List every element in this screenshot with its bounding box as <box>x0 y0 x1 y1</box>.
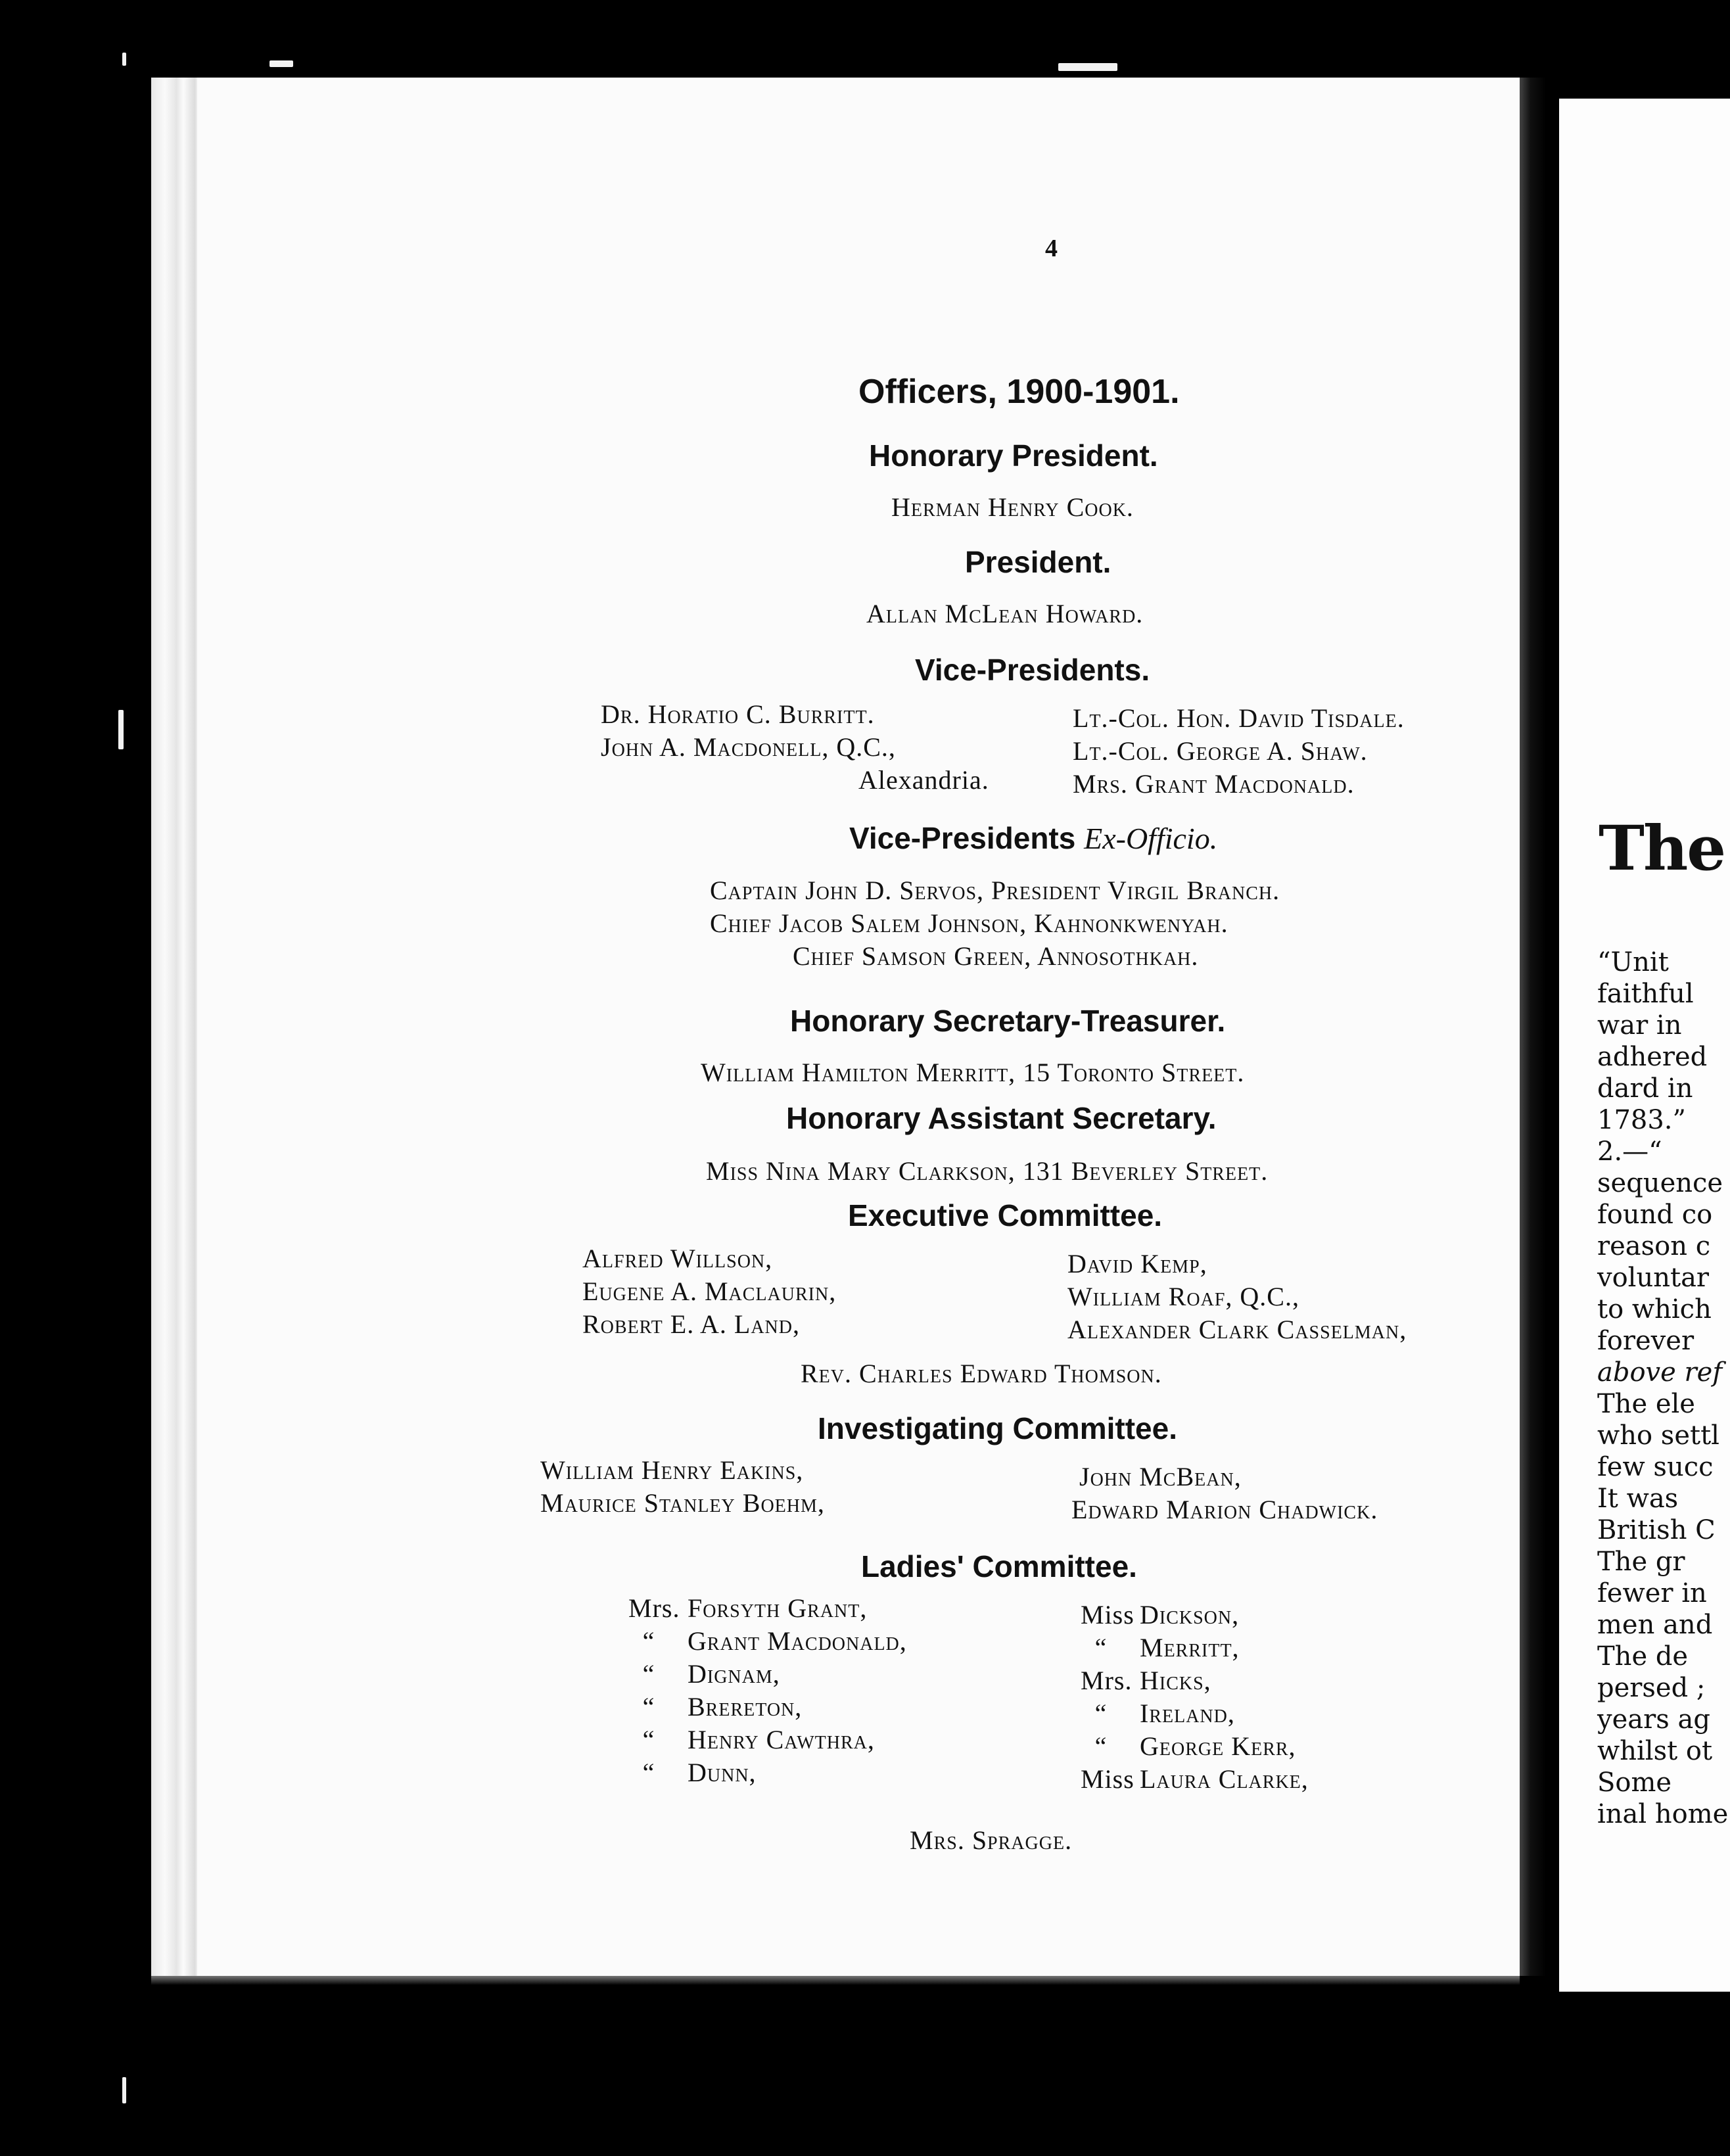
page-number: 4 <box>1045 235 1058 262</box>
committee-member: Alexander Clark Casselman, <box>1067 1315 1407 1344</box>
ex-officio-line: Chief Samson Green, Annosothkah. <box>793 941 1199 971</box>
ex-officio-list <box>710 874 1280 973</box>
vice-president-name: Lt.-Col. George A. Shaw. <box>1073 736 1368 766</box>
member-prefix: Miss <box>1081 1600 1134 1629</box>
facing-page-text-line: faithful <box>1597 979 1694 1009</box>
member-prefix: “ <box>1094 1633 1108 1662</box>
section-heading-honorary-secretary-treasurer: Honorary Secretary-Treasurer. <box>790 1004 1226 1038</box>
ex-officio-line: Chief Jacob Salem Johnson, Kahnonkwenyah. <box>710 908 1228 938</box>
honorary-assistant-secretary-line: Miss Nina Mary Clarkson, 131 Beverley Street. <box>706 1156 1269 1186</box>
member-prefix: “ <box>1094 1699 1108 1728</box>
member-name: Henry Cawthra, <box>688 1725 875 1754</box>
committee-member <box>1081 1763 1309 1796</box>
facing-page-text-line: few succ <box>1597 1452 1714 1482</box>
committee-member <box>1081 1631 1309 1664</box>
page-title: Officers, 1900-1901. <box>858 373 1180 411</box>
facing-page-text-line: 2.—“ <box>1597 1137 1662 1167</box>
investigating-committee-right-column <box>1071 1461 1378 1526</box>
page-edge <box>151 78 197 1976</box>
facing-page-text-line: above ref <box>1597 1357 1723 1388</box>
committee-member: William Roaf, Q.C., <box>1067 1282 1299 1311</box>
facing-page-text-line: forever <box>1597 1326 1695 1356</box>
section-heading-executive-committee: Executive Committee. <box>848 1198 1163 1232</box>
section-heading-honorary-assistant-secretary: Honorary Assistant Secretary. <box>786 1101 1217 1135</box>
facing-page-text-line: dard in <box>1597 1073 1693 1104</box>
facing-page <box>1559 99 1730 1992</box>
committee-member <box>628 1592 907 1625</box>
facing-page-text-line: The ele <box>1597 1389 1695 1419</box>
facing-page-text-line: found co <box>1597 1200 1713 1230</box>
section-heading-vice-presidents-ex-officio <box>849 820 1217 856</box>
member-prefix: “ <box>1094 1731 1108 1761</box>
committee-member: Robert E. A. Land, <box>582 1309 800 1339</box>
heading-italic-text: Ex-Officio. <box>1084 822 1218 855</box>
committee-member: Eugene A. Maclaurin, <box>582 1277 837 1306</box>
committee-member: William Henry Eakins, <box>540 1455 804 1485</box>
facing-page-text-line: who settl <box>1597 1420 1719 1451</box>
facing-page-text-line: reason c <box>1597 1231 1711 1261</box>
vice-president-name: Mrs. Grant Macdonald. <box>1073 769 1355 799</box>
member-name: Dickson, <box>1140 1600 1240 1629</box>
vice-presidents-left-column <box>601 698 989 797</box>
scan-artifact <box>269 60 293 67</box>
ladies-committee-left-column <box>628 1592 907 1789</box>
scan-artifact <box>122 2077 126 2103</box>
scan-artifact <box>118 710 124 749</box>
vice-president-name: Dr. Horatio C. Burritt. <box>601 699 875 729</box>
member-name: Dignam, <box>688 1659 780 1689</box>
scan-artifact <box>122 53 126 66</box>
member-name: Merritt, <box>1140 1633 1240 1662</box>
page-gutter-shadow <box>1520 78 1546 1976</box>
facing-page-text-line: voluntar <box>1597 1263 1710 1293</box>
member-name: George Kerr, <box>1140 1731 1296 1761</box>
member-name: Dunn, <box>688 1758 757 1787</box>
facing-page-text-line: fewer in <box>1597 1578 1707 1608</box>
honorary-secretary-treasurer-line: William Hamilton Merritt, 15 Toronto Street. <box>701 1058 1245 1087</box>
committee-member: Edward Marion Chadwick. <box>1071 1495 1378 1524</box>
committee-member: David Kemp, <box>1067 1249 1207 1278</box>
facing-page-text <box>1597 947 1728 1830</box>
facing-page-text-line: to which <box>1597 1294 1712 1324</box>
facing-page-text-line: war in <box>1597 1010 1682 1041</box>
committee-member: Alfred Willson, <box>582 1244 773 1273</box>
facing-page-text-line: whilst ot <box>1597 1736 1713 1766</box>
member-prefix: Mrs. <box>628 1593 680 1623</box>
vice-president-name: Lt.-Col. Hon. David Tisdale. <box>1073 703 1405 733</box>
scan-artifact <box>1058 63 1117 71</box>
executive-committee-last-member: Rev. Charles Edward Thomson. <box>801 1359 1162 1388</box>
committee-member <box>628 1658 907 1691</box>
committee-member: John McBean, <box>1079 1462 1242 1491</box>
member-prefix: Mrs. <box>1081 1666 1133 1695</box>
facing-page-text-line: men and <box>1597 1610 1713 1640</box>
facing-page-text-line: adhered <box>1597 1042 1708 1072</box>
committee-member: Maurice Stanley Boehm, <box>540 1488 825 1518</box>
facing-page-text-line: It was <box>1597 1484 1679 1514</box>
section-heading-vice-presidents: Vice-Presidents. <box>915 653 1150 687</box>
facing-page-text-line: 1783.” <box>1597 1105 1686 1135</box>
committee-member <box>1081 1599 1309 1631</box>
member-name: Grant Macdonald, <box>688 1626 907 1656</box>
section-heading-honorary-president: Honorary President. <box>869 438 1158 473</box>
member-prefix: “ <box>642 1692 655 1722</box>
committee-member <box>628 1756 907 1789</box>
member-prefix: “ <box>642 1758 655 1787</box>
section-heading-ladies-committee: Ladies' Committee. <box>861 1549 1137 1583</box>
facing-page-text-line: “Unit <box>1597 947 1669 977</box>
member-prefix: “ <box>642 1659 655 1689</box>
committee-member <box>1081 1730 1309 1763</box>
ladies-committee-right-column <box>1081 1599 1309 1796</box>
facing-page-text-line: Some <box>1597 1768 1672 1798</box>
facing-page-text-line: persed ; <box>1597 1673 1706 1703</box>
member-name: Forsyth Grant, <box>688 1593 868 1623</box>
section-heading-investigating-committee: Investigating Committee. <box>818 1411 1177 1445</box>
facing-page-text-line: sequence <box>1597 1168 1723 1198</box>
member-name: Ireland, <box>1140 1699 1235 1728</box>
facing-page-text-line: The de <box>1597 1641 1689 1672</box>
member-name: Laura Clarke, <box>1140 1764 1309 1794</box>
vice-president-name: John A. Macdonell, Q.C., <box>601 732 896 762</box>
page-bottom-shadow <box>151 1976 1520 1985</box>
member-name: Brereton, <box>688 1692 803 1722</box>
vice-presidents-right-column <box>1073 702 1405 801</box>
member-name: Hicks, <box>1140 1666 1211 1695</box>
member-prefix: “ <box>642 1626 655 1656</box>
facing-page-text-line: The gr <box>1597 1547 1685 1577</box>
facing-page-title: The <box>1599 812 1725 885</box>
honorary-president-name: Herman Henry Cook. <box>891 492 1134 522</box>
executive-committee-left-column <box>582 1242 836 1341</box>
facing-page-text-line: British C <box>1597 1515 1716 1545</box>
committee-member <box>628 1625 907 1658</box>
section-heading-president: President. <box>965 545 1111 579</box>
executive-committee-right-column <box>1067 1248 1407 1346</box>
committee-member <box>1081 1664 1309 1697</box>
committee-member <box>628 1723 907 1756</box>
committee-member <box>1081 1697 1309 1730</box>
investigating-committee-left-column <box>540 1454 825 1520</box>
president-name: Allan McLean Howard. <box>866 599 1144 628</box>
facing-page-text-line: inal home <box>1597 1799 1729 1829</box>
member-prefix: “ <box>642 1725 655 1754</box>
vice-president-location: Alexandria. <box>858 765 989 795</box>
member-prefix: Miss <box>1081 1764 1134 1794</box>
ex-officio-line: Captain John D. Servos, President Virgil Branch. <box>710 876 1280 905</box>
ladies-committee-last-member: Mrs. Spragge. <box>910 1825 1073 1855</box>
committee-member <box>628 1691 907 1723</box>
facing-page-text-line: years ag <box>1597 1704 1710 1735</box>
heading-text: Vice-Presidents <box>849 821 1076 855</box>
